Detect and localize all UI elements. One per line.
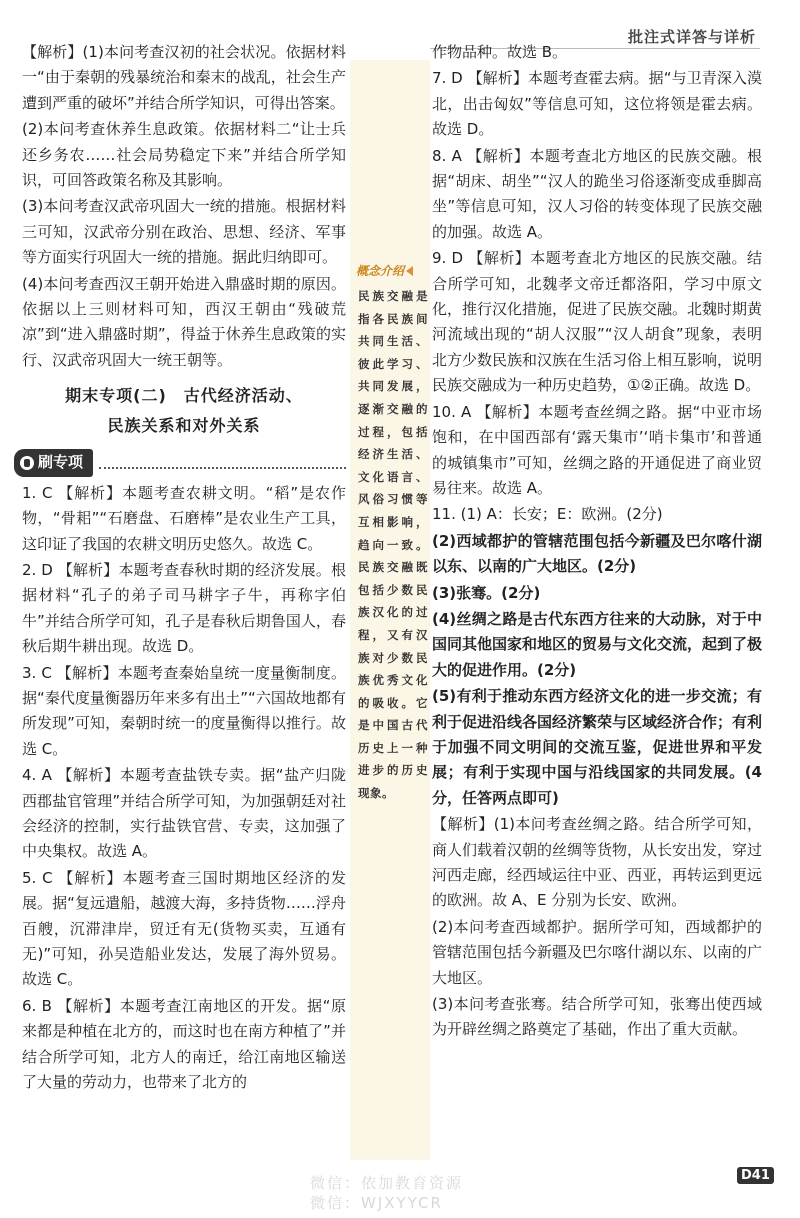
arrow-left-icon — [406, 266, 413, 276]
question-7: 7. D 【解析】本题考查霍去病。据“与卫青深入漠北，出击匈奴”等信息可知，这位将领是霍去病。故选 D。 — [432, 69, 762, 139]
analysis-part-1: 【解析】(1)本问考查汉初的社会状况。依据材料一“由于秦朝的残暴统治和秦末的战乱，社会生产遭到严重的破坏”并结合所学知识，可得出答案。 — [22, 43, 346, 112]
question-6: 6. B 【解析】本题考查江南地区的开发。据“原来都是种植在北方的，而这时也在南方种植了”并结合所学可知，北方人的南迁，给江南地区输送了大量的劳动力，也带来了北方的 — [22, 996, 346, 1092]
left-column — [22, 40, 346, 1096]
right-column — [432, 40, 762, 1044]
question-11-analysis-2: (2)本问考查西域都护。据所学可知，西域都护的管辖范围包括今新疆及巴尔喀什湖以东、以南的广大地区。 — [432, 917, 763, 987]
brush-label: 刷专项 — [38, 453, 84, 472]
concept-text: 民族交融是指各民族间共同生活、彼此学习、共同发展，逐渐交融的过程，包括经济生活、文化语言、风俗习惯等互相影响，趋向一致。民族交融既包括少数民族汉化的过程，又有汉族对少数民族优秀文化的吸收。它是中国古代历史上一种进步的历史现象。 — [358, 289, 428, 801]
question-1: 1. C 【解析】本题考查农耕文明。“稻”是农作物，“骨耜”“石磨盘、石磨棒”是农业生产工具，这印证了我国的农耕文明历史悠久。故选 C。 — [22, 483, 346, 553]
question-11-part-4: (4)丝绸之路是古代东西方往来的大动脉，对于中国同其他国家和地区的贸易与文化交流，起到了极大的促进作用。(2分) — [432, 609, 763, 679]
question-10: 10. A 【解析】本题考查丝绸之路。据“中亚市场饱和，在中国西部有‘露天集市’‘哨卡集市’和普通的城镇集市”可知，丝绸之路的开通促进了商业贸易往来。故选 A。 — [432, 402, 762, 497]
question-8: 8. A 【解析】本题考查北方地区的民族交融。根据“胡床、胡坐”“汉人的跪坐习俗逐渐变成垂脚高坐”等信息可知，汉人习俗的转变体现了民族交融的加强。故选 A。 — [432, 146, 762, 241]
section-title — [22, 381, 346, 441]
concept-heading-label: 概念介绍 — [356, 264, 405, 278]
section-title-line-2: 民族关系和对外关系 — [107, 416, 261, 436]
analysis-part-4: (4)本问考查西汉王朝开始进入鼎盛时期的原因。依据以上三则材料可知，西汉王朝由“残破荒凉”到“进入鼎盛时期”，得益于休养生息政策的实行、汉武帝巩固大一统王朝等。 — [22, 274, 346, 369]
analysis-part-2: (2)本问考查休养生息政策。依据材料二“让士兵还乡务农……社会局势稳定下来”并结合所学知识，可回答政策名称及其影响。 — [22, 120, 346, 190]
question-11-part-2: (2)西域都护的管辖范围包括今新疆及巴尔喀什湖以东、以南的广大地区。(2分) — [432, 531, 762, 576]
question-11-part-3: (3)张骞。(2分) — [432, 583, 541, 602]
section-title-line-1: 期末专项(二) 古代经济活动、 — [65, 386, 303, 406]
watermark-line-1: 微信：依加教育资源 — [310, 1174, 464, 1192]
analysis-part-3: (3)本问考查汉武帝巩固大一统的措施。根据材料三可知，汉武帝分别在政治、思想、经济、军事等方面实行巩固大一统的措施。据此归纳即可。 — [22, 197, 346, 267]
question-11-analysis-1: 【解析】(1)本问考查丝绸之路。结合所学可知，商人们载着汉朝的丝绸等货物，从长安出发，穿过河西走廊，经西域运往中亚、西亚，再转运到更远的欧洲。故 A、E 分别为长安、欧洲。 — [432, 815, 763, 910]
dotted-divider — [99, 457, 346, 469]
brush-section-header — [14, 449, 346, 476]
watermark-line-2: 微信：WJXYYCR — [310, 1194, 443, 1212]
page-number: D41 — [737, 1167, 774, 1184]
question-2: 2. D 【解析】本题考查春秋时期的经济发展。根据材料“孔子的弟子司马耕字子牛，再称字伯牛”并结合所学可知，孔子是春秋后期鲁国人，春秋后期牛耕出现。故选 D。 — [22, 560, 346, 656]
question-6-continued: 作物品种。故选 B。 — [432, 43, 568, 61]
question-5: 5. C 【解析】本题考查三国时期地区经济的发展。据“复远遣船，越渡大海，多持货物……浮舟百艘，沉滞津岸，贸迁有无(货物买卖，互通有无)”可知，孙吴造船业发达，发展了海外贸易。故选 C。 — [22, 868, 346, 989]
header-title: 批注式详答与详析 — [627, 28, 756, 46]
question-4: 4. A 【解析】本题考查盐铁专卖。据“盐产归陇西郡盐官管理”并结合所学可知，为加强朝廷对社会经济的控制，实行盐铁官营、专卖，这加强了中央集权。故选 A。 — [22, 766, 346, 861]
brush-badge — [14, 449, 93, 476]
question-9: 9. D 【解析】本题考查北方地区的民族交融。结合所学可知，北魏孝文帝迁都洛阳，学习中原文化，推行汉化措施，促进了民族交融。北魏时期黄河流域出现的“胡人汉服”“汉人胡食”现象，表明北方少数民族和汉族在生活习俗上相互影响，说明民族交融成为一种历史趋势，①②正确。故选 D。 — [432, 249, 763, 395]
question-11-part-1: 11. (1) A：长安；E：欧洲。(2分) — [432, 505, 663, 524]
concept-heading — [356, 262, 430, 279]
question-3: 3. C 【解析】本题考查秦始皇统一度量衡制度。据“秦代度量衡器历年来多有出土”“六国故地都有所发现”可知，秦朝时统一的度量衡得以推行。故选 C。 — [22, 663, 346, 758]
question-11-analysis-3: (3)本问考查张骞。结合所学可知，张骞出使西域为开辟丝绸之路奠定了基础，作出了重大贡献。 — [432, 995, 762, 1039]
brush-icon — [20, 456, 34, 470]
question-11-part-5: (5)有利于推动东西方经济文化的进一步交流；有利于促进沿线各国经济繁荣与区域经济合作；有利于加强不同文明间的交流互鉴，促进世界和平发展；有利于实现中国与沿线国家的共同发展。(4分，任答两点即可) — [432, 687, 763, 807]
